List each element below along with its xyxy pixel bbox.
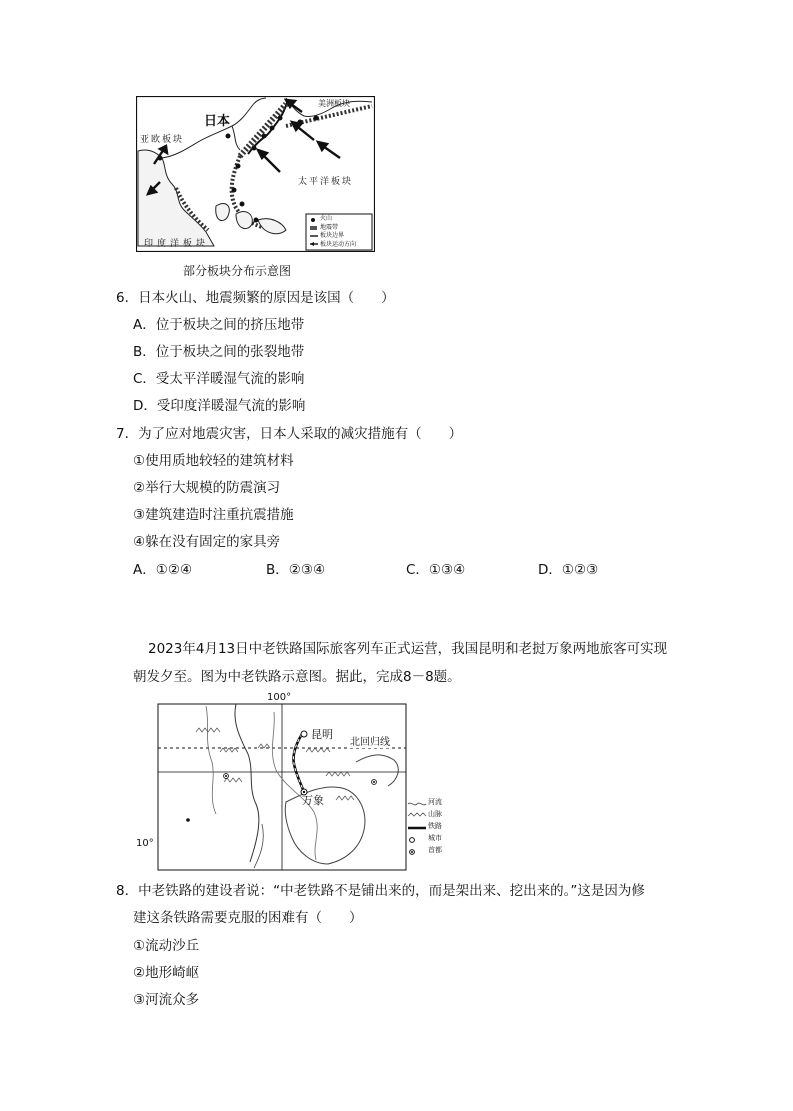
map1-label-pacific: 太平洋板块 (298, 177, 354, 187)
q7-item-2: ②举行大规模的防震演习 (133, 480, 281, 496)
q7-choice-a[interactable]: A．①②④ (133, 562, 193, 578)
q6-option-b[interactable]: B．位于板块之间的张裂地带 (133, 344, 305, 360)
legend-city: 城市 (428, 834, 442, 842)
q7-item-3: ③建筑建造时注重抗震措施 (133, 507, 294, 523)
q7-stem: 7．为了应对地震灾害，日本人采取的减灾措施有（ ） (116, 426, 463, 442)
q6-option-d[interactable]: D．受印度洋暖湿气流的影响 (133, 398, 306, 414)
plate-map (136, 96, 375, 252)
q7-item-1: ①使用质地较轻的建筑材料 (133, 453, 294, 469)
q8-item-2: ②地形崎岖 (133, 965, 200, 981)
q7-item-4: ④躲在没有固定的家具旁 (133, 534, 281, 550)
passage-line-1: 2023年4月13日中老铁路国际旅客列车正式运营，我国昆明和老挝万象两地旅客可实现 (148, 641, 668, 657)
q7-choice-c[interactable]: C．①③④ (406, 562, 466, 578)
railway-map-figure (136, 692, 436, 872)
legend-mountain: 山脉 (428, 810, 442, 818)
q8-item-3: ③河流众多 (133, 992, 200, 1008)
city-vientiane: 万象 (302, 794, 324, 807)
map1-caption: 部分板块分布示意图 (183, 264, 292, 278)
legend-plate-direction: 板块运动方向 (320, 240, 357, 248)
q8-item-1: ①流动沙丘 (133, 938, 200, 954)
q7-choice-b[interactable]: B．②③④ (266, 562, 326, 578)
tropic-label: 北回归线 (350, 733, 390, 748)
q8-line-1: 8．中老铁路的建设者说：“中老铁路不是铺出来的，而是架出来、挖出来的。”这是因为修 (116, 883, 645, 899)
q6-option-c[interactable]: C．受太平洋暖湿气流的影响 (133, 371, 305, 387)
q6-stem: 6．日本火山、地震频繁的原因是该国（ ） (116, 290, 395, 306)
passage-line-2: 朝发夕至。图为中老铁路示意图。据此，完成8－8题。 (133, 669, 461, 685)
map1-label-eurasian: 亚欧板块 (140, 135, 185, 145)
map1-legend (320, 215, 356, 249)
legend-seismic-belt: 地震带 (320, 223, 339, 231)
railway-map (136, 692, 442, 872)
map1-label-indian: 印度洋板块 (144, 239, 210, 249)
legend-capital: 首都 (428, 846, 442, 854)
legend-plate-boundary: 板块边界 (320, 232, 345, 239)
city-kunming: 昆明 (311, 728, 333, 741)
lon-label: 100° (267, 692, 292, 703)
map2-legend (428, 796, 452, 856)
legend-railway: 铁路 (428, 822, 442, 830)
q8-line-2: 建这条铁路需要克服的困难有（ ） (133, 910, 363, 926)
q7-choice-d[interactable]: D．①②③ (538, 562, 599, 578)
legend-volcano: 火山 (320, 215, 333, 222)
lat-label: 10° (136, 838, 154, 849)
map1-label-american: 美洲板块 (318, 99, 350, 108)
legend-river: 河流 (428, 798, 442, 806)
map1-label-japan: 日本 (204, 114, 231, 129)
q6-option-a[interactable]: A．位于板块之间的挤压地带 (133, 317, 305, 333)
